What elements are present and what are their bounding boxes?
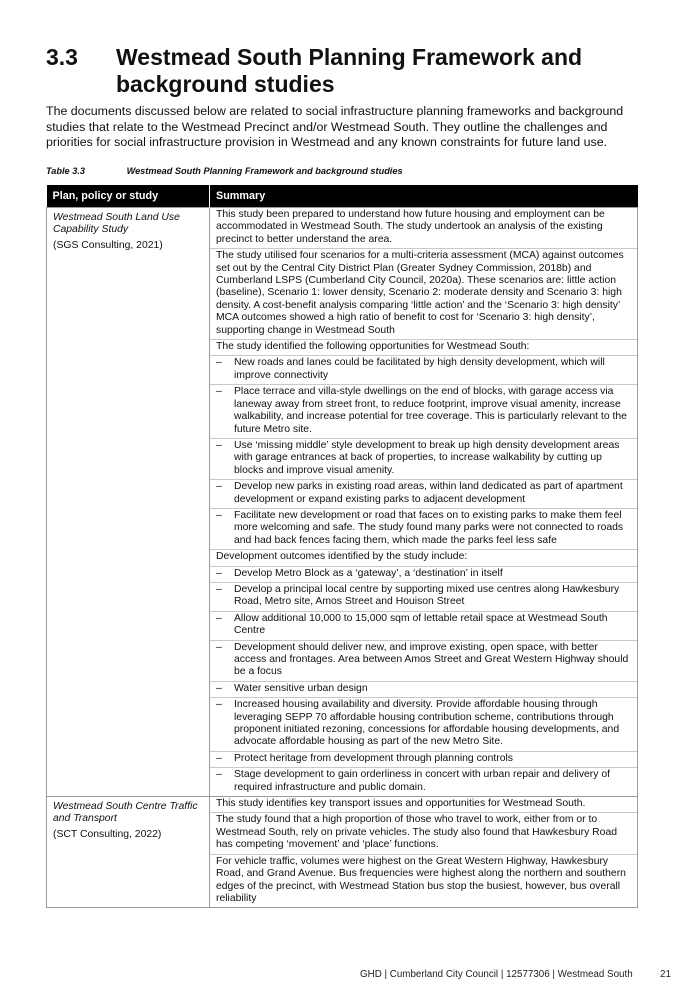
- summary-paragraph: [210, 208, 637, 249]
- table-row: [47, 797, 638, 908]
- summary-bullet: [210, 385, 637, 439]
- summary-text: The study utilised four scenarios for a multi-criteria assessment (MCA) against outcomes set out by the Central City District Plan (Greater Sydney Commission, 2018b) and Cumberland LSPS (Cumberland City Council, 2020a). These scenarios are: little action (baseline), Scenario 1: lower density, Scenario 2: moderate density and Scenario 3: high density. A cost-benefit analysis comparing ‘little action’ and the ‘Scenario 3: high density’ MCA outcomes showed a high ratio of benefit to cost for ‘Scenario 3: high density’, supporting change in Westmead South: [216, 250, 624, 336]
- summary-paragraph: [210, 550, 637, 566]
- summary-bullet: [210, 567, 637, 583]
- dash-bullet-icon: –: [216, 509, 222, 521]
- header-summary: Summary: [210, 185, 638, 208]
- summary-text: The study found that a high proportion of those who travel to work, either from or to Westmead South, rely on private vehicles. The study also found that Hawkesbury Road has competing ‘movement’ and ‘place’ functions.: [216, 814, 618, 851]
- dash-bullet-icon: –: [216, 357, 222, 369]
- plan-title: Westmead South Land Use Capability Study: [53, 212, 180, 236]
- summary-text: Stage development to gain orderliness in concert with urban repair and delivery of required infrastructure and public domain.: [234, 769, 611, 793]
- summary-bullet: [210, 356, 637, 385]
- plan-source: (SGS Consulting, 2021): [53, 239, 163, 251]
- dash-bullet-icon: –: [216, 699, 222, 711]
- summary-text: Facilitate new development or road that faces on to existing parks to make them feel more welcoming and safe. The study found many parks were not connected to roads and had back fences facing them, which made the parks feel less safe: [234, 509, 624, 546]
- section-title: Westmead South Planning Framework and background studies: [116, 44, 583, 97]
- table-caption-label: Table 3.3: [46, 166, 85, 176]
- dash-bullet-icon: –: [216, 769, 222, 781]
- summary-text: The study identified the following opportunities for Westmead South:: [216, 341, 530, 353]
- summary-cell: [210, 797, 638, 908]
- header-plan: Plan, policy or study: [47, 185, 210, 208]
- summary-text: This study been prepared to understand how future housing and employment can be accommodated in Westmead South. The study undertook an analysis of the existing precinct to better understand the area.: [216, 209, 605, 245]
- summary-paragraph: [210, 340, 637, 356]
- plan-source: (SCT Consulting, 2022): [53, 828, 162, 840]
- page-footer: GHD | Cumberland City Council | 12577306 | Westmead South: [360, 969, 633, 980]
- summary-paragraph: [210, 249, 637, 340]
- section-number: 3.3: [46, 44, 78, 70]
- summary-bullet: [210, 439, 637, 480]
- summary-text: Develop a principal local centre by supporting mixed use centres along Hawkesbury Road, Metro site, Amos Street and Houison Street: [234, 583, 620, 608]
- summary-text: Develop new parks in existing road areas, within land dedicated as part of apartment development or expand existing parks to adjacent development: [234, 481, 623, 505]
- summary-text: Develop Metro Block as a ‘gateway’, a ‘destination’ in itself: [234, 567, 503, 579]
- dash-bullet-icon: –: [216, 682, 222, 694]
- dash-bullet-icon: –: [216, 386, 222, 398]
- summary-paragraph: [210, 797, 637, 813]
- summary-bullet: [210, 583, 637, 612]
- dash-bullet-icon: –: [216, 612, 222, 624]
- summary-bullet: [210, 768, 637, 796]
- dash-bullet-icon: –: [216, 439, 222, 451]
- summary-bullet: [210, 752, 637, 768]
- summary-text: New roads and lanes could be facilitated by high density development, which will improve connectivity: [234, 357, 605, 381]
- summary-bullet: [210, 509, 637, 550]
- summary-text: Development should deliver new, and improve existing, open space, with better access and frontages. Area between Amos Street and Great Western Highway should be a focus: [234, 641, 629, 678]
- summary-cell: [210, 208, 638, 797]
- summary-text: Development outcomes identified by the study include:: [216, 551, 468, 563]
- table-row: [47, 208, 638, 797]
- summary-bullet: [210, 698, 637, 752]
- summary-text: Use ‘missing middle’ style development to break up high density development areas with garage entrances at back of properties, to increase walkability by cutting up blocks and improve visual amenity.: [234, 439, 620, 476]
- summary-text: Increased housing availability and diversity. Provide affordable housing through leveraging SEPP 70 affordable housing contribution scheme, contributions through proponent initiated rezoning, concessions for affordable housing developments, and advocate affordable housing as part of the new Metro Site.: [234, 699, 620, 748]
- planning-framework-table: [46, 185, 638, 908]
- summary-text: For vehicle traffic, volumes were highest on the Great Western Highway, Hawkesbury Road, and Grand Avenue. Bus frequencies were highest along the northern and southern edges of the precinct, with Westmead Station bus stop the busiest, however, bus overall reliability: [216, 855, 626, 904]
- table-caption-title: Westmead South Planning Framework and background studies: [126, 166, 403, 176]
- dash-bullet-icon: –: [216, 583, 222, 595]
- intro-paragraph: The documents discussed below are related to social infrastructure planning frameworks and background studies that relate to the Westmead Precinct and/or Westmead South. They outline the challenges and priorities for social infrastructure provision in Westmead and any known constraints for future land use.: [46, 104, 624, 149]
- summary-bullet: [210, 480, 637, 509]
- summary-text: Protect heritage from development through planning controls: [234, 752, 513, 764]
- summary-text: Place terrace and villa-style dwellings on the end of blocks, with garage access via laneway away from street front, to reduce footprint, improve visual amenity, increase walkability, and increase potential for tree coverage. This is particularly relevant to the future Metro site.: [234, 386, 627, 435]
- summary-paragraph: [210, 855, 637, 908]
- summary-paragraph: [210, 813, 637, 854]
- plan-title: Westmead South Centre Traffic and Transport: [53, 801, 198, 825]
- dash-bullet-icon: –: [216, 752, 222, 764]
- plan-cell: [47, 208, 210, 797]
- plan-cell: [47, 797, 210, 908]
- table-caption: [46, 166, 403, 176]
- dash-bullet-icon: –: [216, 481, 222, 493]
- summary-bullet: [210, 612, 637, 641]
- summary-text: Water sensitive urban design: [234, 682, 368, 694]
- table-header-row: [47, 185, 638, 208]
- summary-bullet: [210, 682, 637, 698]
- dash-bullet-icon: –: [216, 567, 222, 579]
- page-number: 21: [660, 969, 671, 980]
- summary-text: Allow additional 10,000 to 15,000 sqm of lettable retail space at Westmead South Centre: [234, 612, 608, 637]
- summary-text: This study identifies key transport issues and opportunities for Westmead South.: [216, 798, 586, 810]
- dash-bullet-icon: –: [216, 641, 222, 653]
- summary-bullet: [210, 641, 637, 682]
